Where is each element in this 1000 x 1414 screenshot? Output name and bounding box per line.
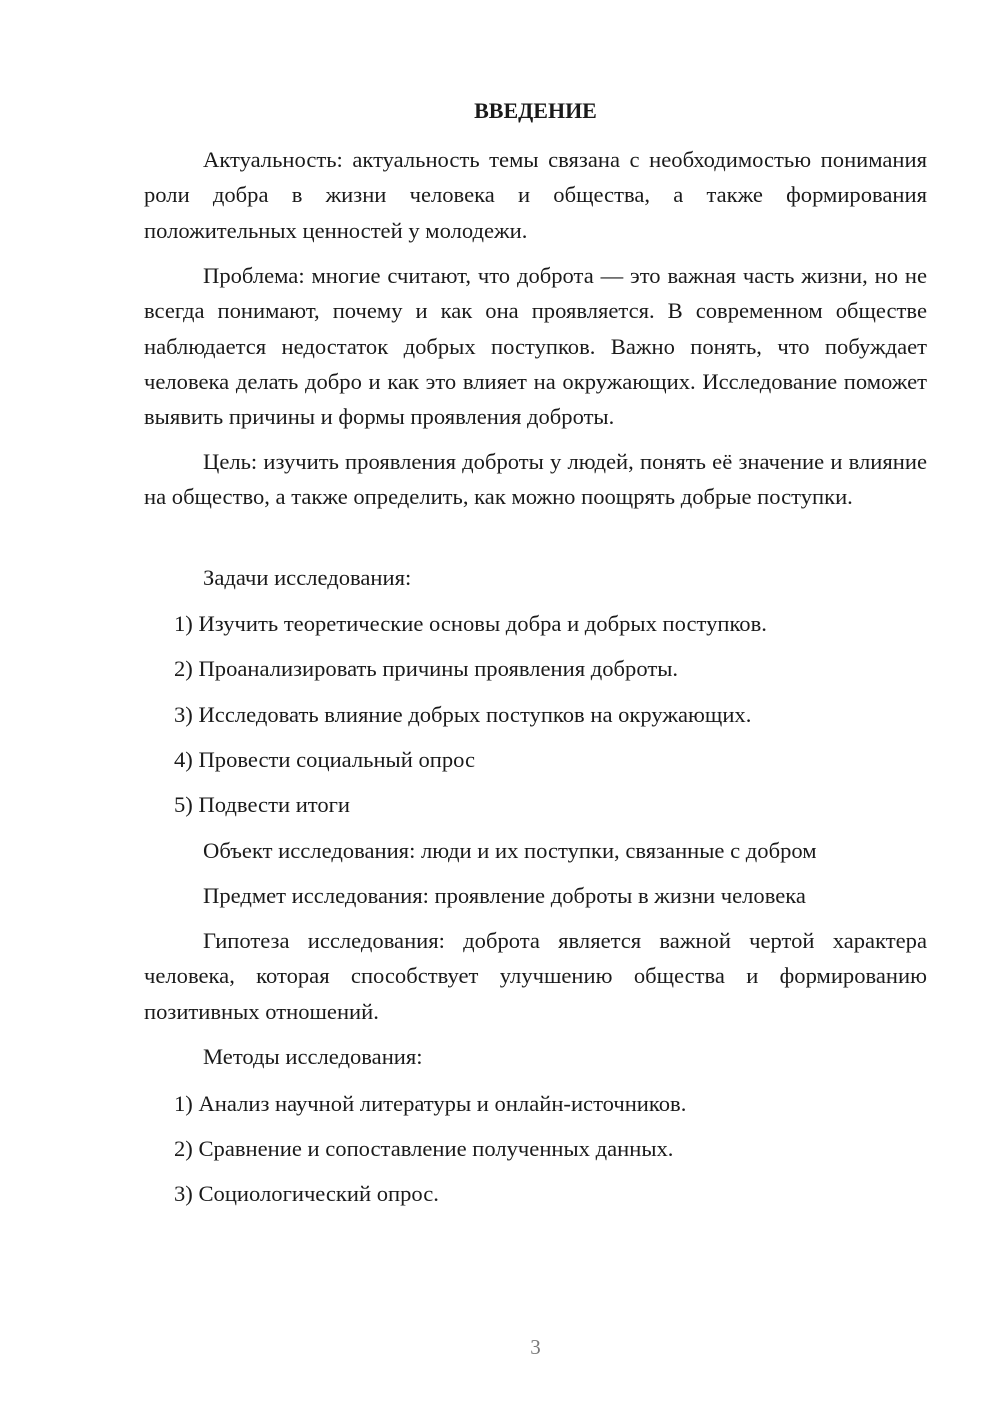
- task-item: 5) Подвести итоги: [174, 792, 351, 817]
- task-item: 4) Провести социальный опрос: [174, 747, 476, 772]
- method-item: 1) Анализ научной литературы и онлайн-источников.: [174, 1091, 687, 1116]
- task-item: 2) Проанализировать причины проявления доброты.: [174, 656, 679, 681]
- task-item: 3) Исследовать влияние добрых поступков на окружающих.: [174, 702, 752, 727]
- research-subject: Предмет исследования: проявление доброты в жизни человека: [203, 883, 806, 908]
- method-item: 3) Социологический опрос.: [174, 1181, 439, 1206]
- tasks-title: Задачи исследования:: [203, 565, 412, 590]
- section-heading: ВВЕДЕНИЕ: [474, 98, 597, 123]
- hypothesis-paragraph: Гипотеза исследования: доброта является важной чертой характера человека, которая способствует улучшению общества и формированию позитивных отношений.: [144, 928, 927, 1024]
- relevance-paragraph: Актуальность: актуальность темы связана с необходимостью понимания роли добра в жизни человека и общества, а также формирования положительных ценностей у молодежи.: [144, 147, 927, 243]
- page-number: 3: [530, 1335, 541, 1359]
- method-item: 2) Сравнение и сопоставление полученных данных.: [174, 1136, 674, 1161]
- research-object: Объект исследования: люди и их поступки, связанные с добром: [203, 838, 817, 863]
- task-item: 1) Изучить теоретические основы добра и добрых поступков.: [174, 611, 767, 636]
- problem-paragraph: Проблема: многие считают, что доброта — это важная часть жизни, но не всегда понимают, почему и как она проявляется. В современном обществе наблюдается недостаток добрых поступков. Важно понять, что побуждает человека делать добро и как это влияет на окружающих. Исследование поможет выявить причины и формы проявления доброты.: [144, 263, 927, 430]
- goal-paragraph: Цель: изучить проявления доброты у людей, понять её значение и влияние на общество, а также определить, как можно поощрять добрые поступки.: [144, 449, 927, 510]
- document-page: [144, 0, 927, 1414]
- methods-title: Методы исследования:: [203, 1044, 423, 1069]
